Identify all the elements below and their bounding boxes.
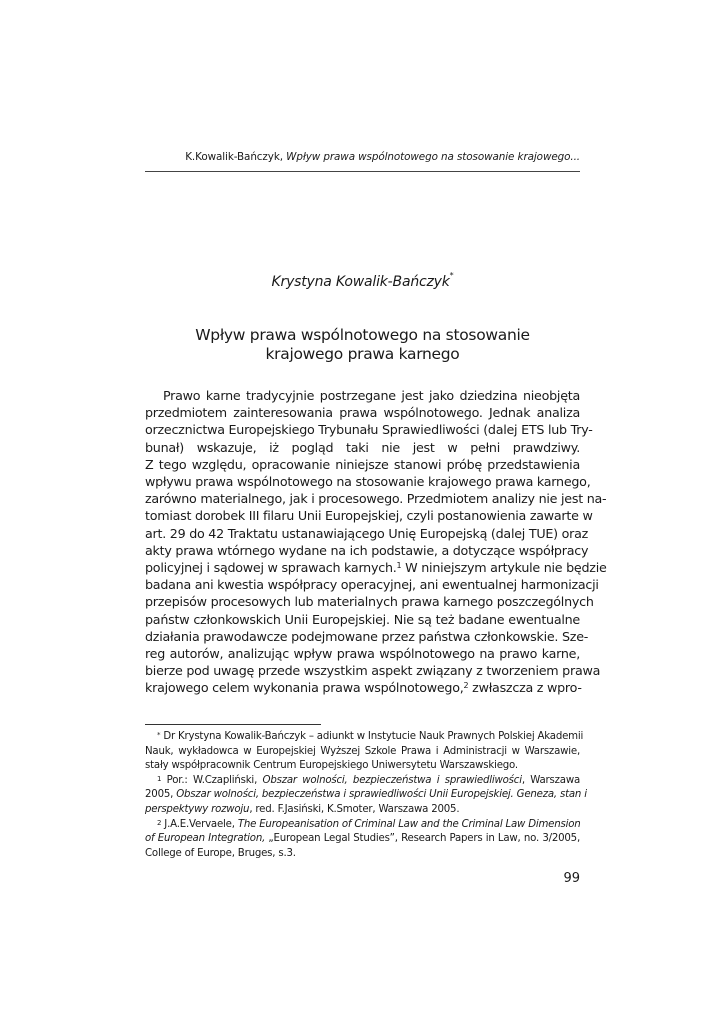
header-rule [145,171,580,172]
footnote-line [145,832,580,847]
footnotes [145,730,587,861]
footnote-mark-1: 1 [157,774,162,783]
footnote-citation-title: Obszar wolności, bezpieczeństwa i sprawiedliwości Unii Europejskiej. Geneza, stan i [176,789,587,801]
body-paragraph [145,387,607,697]
header-author: K.Kowalik-Bańczyk, [185,151,283,163]
body-line: przedmiotem zainteresowania prawa wspólnotowego. Jednak analiza [145,405,580,421]
footnote-mark-2: 2 [157,818,162,827]
footnote-line [145,818,580,833]
body-line: bunał) wskazuje, iż pogląd taki nie jest w pełni prawdziwy. [145,439,580,455]
footnote-ref-1[interactable]: 1 [396,561,402,571]
article-author-name: Krystyna Kowalik-Bańczyk [271,274,450,290]
running-header [145,151,580,163]
header-title: Wpływ prawa wspólnotowego na stosowanie krajowego... [286,151,580,163]
footnote-text: Dr Krystyna Kowalik-Bańczyk – adiunkt w Instytucie Nauk Prawnych Polskiej Akademii [160,731,584,742]
footnote-line [145,788,587,803]
footnote-text: „European Legal Studies”, Research Papers in Law, no. 3/2005, [265,833,580,845]
body-line-text: krajowego celem wykonania prawa wspólnotowego, [145,680,464,696]
author-footnote-mark: * [449,271,454,280]
footnote-text: 2005, [145,789,177,801]
footnote-line [145,730,584,745]
body-line: wpływu prawa wspólnotowego na stosowanie krajowego prawa karnego, [145,474,591,490]
body-line: orzecznictwa Europejskiego Trybunału Sprawiedliwości (dalej ETS lub Try- [145,422,593,438]
footnote-text: Por.: W.Czapliński, [161,774,263,786]
body-line: tomiast dorobek III filaru Unii Europejskiej, czyli postanowienia zawarte w [145,508,593,524]
body-line [145,679,580,696]
footnote-line: stały współpracownik Centrum Europejskiego Uniwersytetu Warszawskiego. [145,760,518,772]
footnote-text: , red. F.Jasiński, K.Smoter, Warszawa 2005. [249,803,460,815]
body-line: państw członkowskich Unii Europejskiej. Nie są też badane ewentualne [145,611,580,627]
body-line [145,559,607,576]
footnote-citation-title: perspektywy rozwoju [145,803,250,815]
body-line: Z tego względu, opracowanie niniejsze stanowi próbę przedstawienia [145,456,580,472]
footnote-ref-2[interactable]: 2 [463,681,469,691]
body-line: zarówno materialnego, jak i procesowego. Przedmiotem analizy nie jest na- [145,491,607,507]
footnote-text: , Warszawa [521,774,580,786]
footnote-rule [145,724,321,725]
article-title-line2: krajowego prawa karnego [265,345,460,363]
body-line: akty prawa wtórnego wydane na ich podstawie, a dotyczące współpracy [145,542,589,558]
footnote-text: J.A.E.Vervaele, [161,818,238,830]
article-title [145,326,580,364]
article-author [145,271,580,290]
body-line-text: zwłaszcza z wpro- [468,680,582,696]
body-line: art. 29 do 42 Traktatu ustanawiającego Unię Europejską (dalej TUE) oraz [145,525,589,541]
footnote-line [145,774,580,789]
footnote-citation-title: Obszar wolności, bezpieczeństwa i sprawiedliwości [262,774,522,786]
page-number: 99 [563,871,580,886]
article-title-line1: Wpływ prawa wspólnotowego na stosowanie [195,326,530,344]
body-line: Prawo karne tradycyjnie postrzegane jest jako dziedzina nieobjęta [163,388,580,403]
body-line: badana ani kwestia współpracy operacyjnej, ani ewentualnej harmonizacji [145,577,599,593]
footnote-line: Nauk, wykładowca w Europejskiej Wyższej Szkole Prawa i Administracji w Warszawie, [145,745,580,757]
body-line: reg autorów, analizując wpływ prawa wspólnotowego na prawo karne, [145,646,580,662]
footnote-citation-title: The Europeanisation of Criminal Law and the Criminal Law Dimension [237,818,581,830]
body-line: przepisów procesowych lub materialnych prawa karnego poszczególnych [145,594,594,610]
footnote-mark-star: * [157,731,161,739]
footnote-line [145,803,580,818]
body-line: działania prawodawcze podejmowane przez państwa członkowskie. Sze- [145,628,589,644]
body-line: bierze pod uwagę przede wszystkim aspekt związany z tworzeniem prawa [145,663,601,679]
footnote-line: College of Europe, Bruges, s.3. [145,847,296,859]
body-line-text: policyjnej i sądowej w sprawach karnych. [145,560,397,576]
footnote-citation-title: of European Integration, [145,833,266,845]
body-line-text: W niniejszym artykule nie będzie [401,560,607,576]
